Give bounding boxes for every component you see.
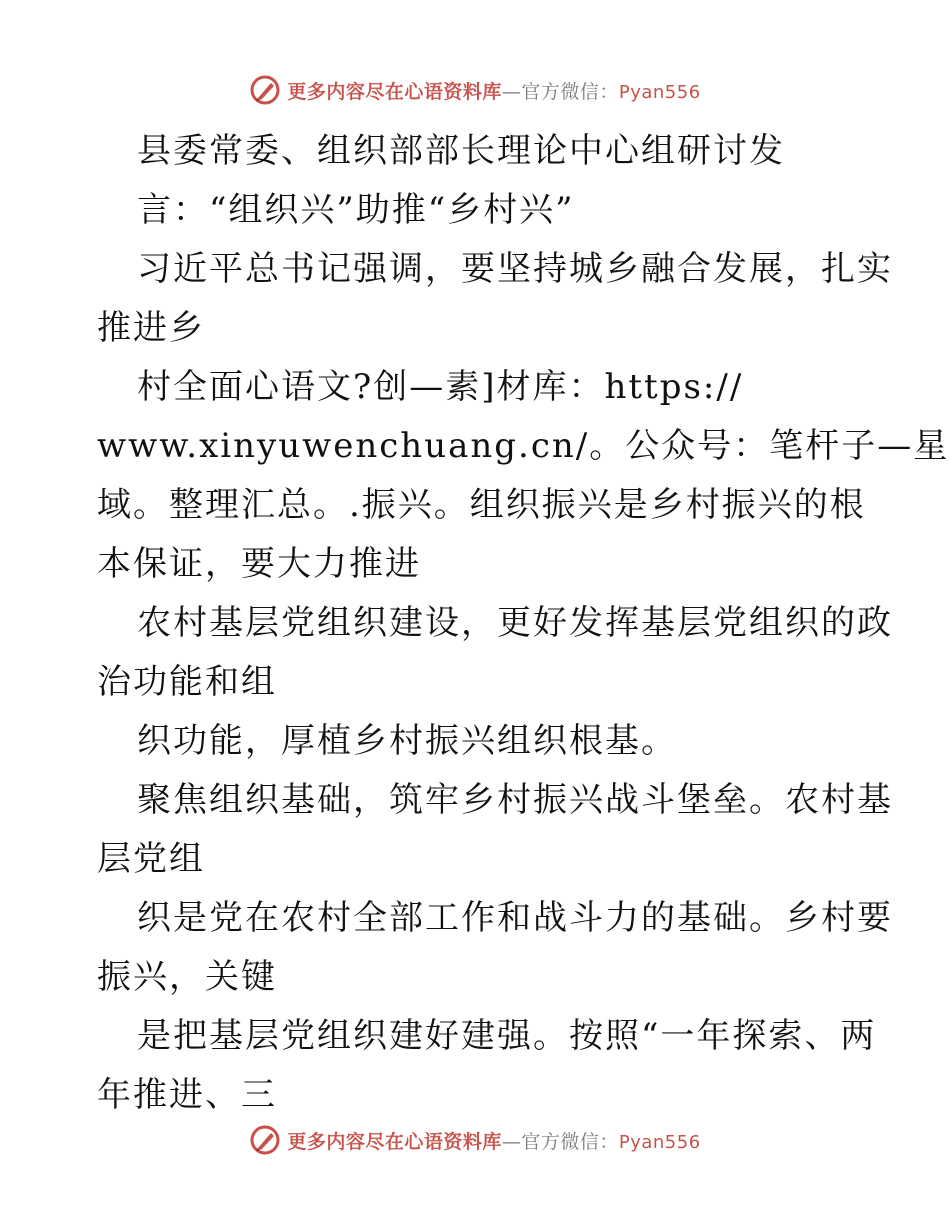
watermark-wechat-id: Pyan556 (618, 81, 701, 103)
watermark-footer (0, 1120, 950, 1160)
watermark-header (0, 70, 950, 110)
watermark-wechat-label: 官方微信： (521, 80, 619, 103)
quill-pen-seal-icon (249, 1124, 281, 1156)
text-line: 聚焦组织基础，筑牢乡村振兴战斗堡垒。农村基 (137, 780, 893, 820)
text-line: 域。整理汇总。.振兴。组织振兴是乡村振兴的根 (97, 485, 866, 525)
watermark-separator: — (501, 1130, 522, 1153)
watermark-text (287, 77, 700, 104)
quill-pen-seal-icon (249, 74, 281, 106)
watermark-brand: 更多内容尽在心语资料库 (287, 80, 502, 103)
text-line: 层党组 (97, 839, 205, 879)
text-line: 织功能，厚植乡村振兴组织根基。 (137, 721, 677, 761)
watermark-separator: — (501, 80, 522, 103)
text-line: 习近平总书记强调，要坚持城乡融合发展，扎实 (137, 249, 893, 289)
text-line: 是把基层党组织建好建强。按照“一年探索、两 (137, 1016, 877, 1056)
text-line: 农村基层党组织建设，更好发挥基层党组织的政 (137, 603, 893, 643)
text-line: 言：“组织兴”助推“乡村兴” (137, 190, 575, 230)
text-line: 推进乡 (97, 308, 205, 348)
text-line: 县委常委、组织部部长理论中心组研讨发 (137, 131, 785, 171)
text-line: 本保证，要大力推进 (97, 544, 421, 584)
text-line: 村全面心语文?创—素]材库：https:// (137, 367, 744, 407)
text-line: 治功能和组 (97, 662, 277, 702)
text-line: www.xinyuwenchuang.cn/。公众号：笔杆子—星 (97, 426, 950, 466)
watermark-text (287, 1127, 700, 1154)
text-line: 织是党在农村全部工作和战斗力的基础。乡村要 (137, 898, 893, 938)
watermark-wechat-id: Pyan556 (618, 1131, 701, 1153)
text-line: 年推进、三 (97, 1075, 277, 1115)
watermark-wechat-label: 官方微信： (521, 1130, 619, 1153)
document-body (97, 122, 950, 1125)
watermark-brand: 更多内容尽在心语资料库 (287, 1130, 502, 1153)
text-line: 振兴，关键 (97, 957, 277, 997)
